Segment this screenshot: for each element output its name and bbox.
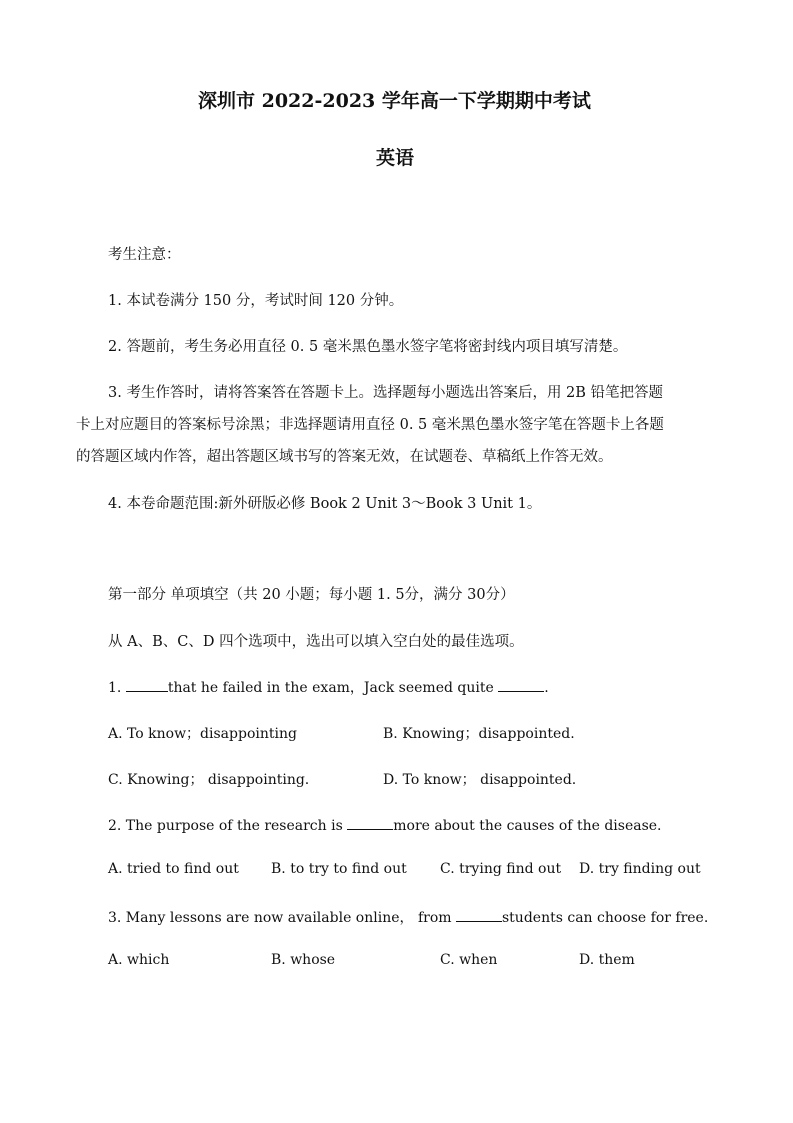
answer-option: B. Knowing；disappointed.	[383, 726, 575, 742]
notice-item: 卡上对应题目的答案标号涂黑；非选择题请用直径 0. 5 毫米黑色墨水签字笔在答题卡上各题	[76, 417, 664, 433]
notice-item: 1. 本试卷满分 150 分，考试时间 120 分钟。	[108, 293, 404, 309]
answer-blank	[456, 907, 502, 922]
notice-item: 的答题区域内作答，超出答题区域书写的答案无效，在试题卷、草稿纸上作答无效。	[76, 449, 613, 465]
answer-option: C. Knowing； disappointing.	[108, 772, 310, 788]
section-heading: 第一部分 单项填空（共 20 小题；每小题 1. 5分，满分 30分）	[108, 587, 515, 603]
answer-option: C. trying find out	[440, 861, 562, 877]
answer-blank	[347, 815, 393, 830]
answer-option: D. try finding out	[579, 861, 701, 877]
subject-title: 英语	[376, 147, 415, 169]
answer-option: D. To know； disappointed.	[383, 772, 577, 788]
answer-option: C. when	[440, 952, 498, 968]
answer-option: B. whose	[271, 952, 336, 968]
question-stem: 1. that he failed in the exam，Jack seemed quite .	[108, 677, 549, 697]
question-stem: 3. Many lessons are now available online， from students can choose for free.	[108, 907, 708, 927]
answer-option: B. to try to find out	[271, 861, 407, 877]
exam-title: 深圳市 2022-2023 学年高一下学期期中考试	[198, 90, 591, 112]
notice-item: 3. 考生作答时，请将答案答在答题卡上。选择题每小题选出答案后，用 2B 铅笔把答题	[108, 385, 664, 401]
answer-blank	[126, 677, 168, 692]
answer-option: A. tried to find out	[108, 861, 239, 877]
notice-heading: 考生注意：	[108, 247, 181, 263]
question-stem: 2. The purpose of the research is more about the causes of the disease.	[108, 815, 662, 834]
answer-option: A. To know；disappointing	[108, 726, 297, 742]
section-instruction: 从 A、B、C、D 四个选项中，选出可以填入空白处的最佳选项。	[108, 634, 524, 650]
notice-item: 2. 答题前，考生务必用直径 0. 5 毫米黑色墨水签字笔将密封线内项目填写清楚。	[108, 339, 628, 355]
notice-item: 4. 本卷命题范围:新外研版必修 Book 2 Unit 3～Book 3 Unit 1。	[108, 496, 542, 512]
answer-blank	[498, 677, 544, 692]
answer-option: A. which	[108, 952, 170, 968]
answer-option: D. them	[579, 952, 635, 968]
